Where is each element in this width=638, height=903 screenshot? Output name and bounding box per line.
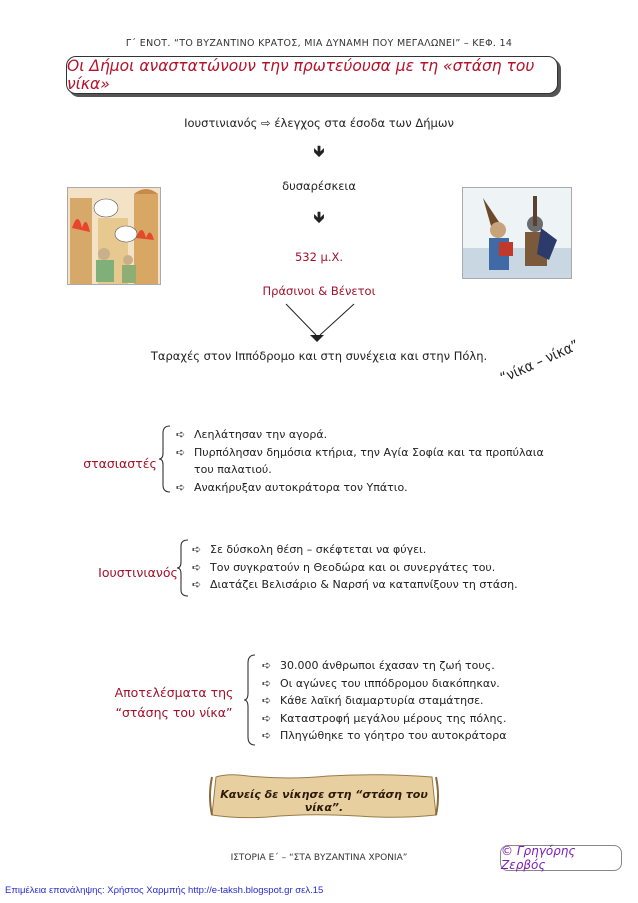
list-item: ➪ Λεηλάτησαν την αγορά.: [176, 426, 596, 444]
arrow-bullet-icon: ➪: [262, 729, 272, 742]
results-label: [100, 683, 248, 723]
arrow-bullet-icon: ➪: [262, 659, 272, 672]
brace-icon: [243, 654, 257, 746]
scroll-text: Κανείς δε νίκησε στη “στάση του νίκα”.: [220, 788, 428, 814]
list-item: ➪ Ανακήρυξαν αυτοκράτορα τον Υπάτιο.: [176, 479, 596, 497]
page-header: Γ΄ ΕΝΟΤ. “ΤΟ ΒΥΖΑΝΤΙΝΟ ΚΡΑΤΟΣ, ΜΙΑ ΔΥΝΑΜΗ ΠΟΥ ΜΕΓΑΛΩΝΕΙ” – ΚΕΦ. 14: [125, 38, 513, 49]
list-item: ➪ Πυρπόλησαν δημόσια κτήρια, την Αγία Σοφία και τα προπύλαια: [176, 444, 596, 462]
arrow-bullet-icon: ➪: [192, 578, 202, 591]
copyright-badge: [500, 845, 622, 871]
list-item-continuation: του παλατιού.: [194, 463, 272, 476]
flow-factions: Πράσινοι & Βένετοι: [262, 284, 376, 298]
results-label-line-1: Αποτελέσματα της: [114, 685, 234, 700]
battle-illustration: [462, 187, 572, 279]
editor-credit: Επιμέλεια επανάληψης: Χρήστος Χαρμπής http://e-taksh.blogspot.gr σελ.15: [5, 885, 324, 896]
results-list: [262, 657, 622, 745]
down-arrow-icon: 🡻: [313, 208, 325, 226]
list-item: ➪ Οι αγώνες του ιππόδρομου διακόπηκαν.: [262, 675, 622, 693]
rebels-list: [176, 426, 596, 496]
down-arrow-icon: 🡻: [313, 142, 325, 160]
list-item: ➪ Τον συγκρατούν η Θεοδώρα και οι συνεργάτες του.: [192, 559, 612, 577]
flow-date: 532 μ.Χ.: [294, 250, 344, 264]
converging-arrows-icon: [280, 302, 360, 342]
arrow-bullet-icon: ➪: [176, 428, 186, 441]
arrow-bullet-icon: ➪: [262, 711, 272, 725]
justinian-label: Ιουστινιανός: [98, 565, 178, 580]
flow-line-1: Ιουστινιανός ⇨ έλεγχος στα έσοδα των Δήμων: [184, 116, 454, 130]
list-item: ➪ 30.000 άνθρωποι έχασαν τη ζωή τους.: [262, 657, 622, 675]
riot-illustration: [67, 187, 161, 285]
list-item: ➪ Σε δύσκολη θέση – σκέφτεται να φύγει.: [192, 541, 612, 559]
rebels-label: στασιαστές: [83, 456, 157, 471]
arrow-bullet-icon: ➪: [262, 694, 272, 707]
list-item: ➪ Καταστροφή μεγάλου μέρους της πόλης.: [262, 710, 622, 728]
arrow-bullet-icon: ➪: [192, 543, 202, 556]
title-box: [66, 56, 558, 94]
arrow-bullet-icon: ➪: [176, 480, 186, 494]
brace-icon: [176, 539, 190, 597]
arrow-bullet-icon: ➪: [262, 676, 272, 690]
flow-line-2: δυσαρέσκεια: [282, 179, 356, 193]
parchment-scroll: [208, 773, 440, 819]
flow-result: Ταραχές στον Ιππόδρομο και στη συνέχεια και στην Πόλη.: [150, 349, 488, 363]
justinian-list: [192, 541, 612, 594]
results-label-line-2: “στάσης του νίκα”: [115, 705, 233, 720]
list-item: ➪ Κάθε λαϊκή διαμαρτυρία σταμάτησε.: [262, 692, 622, 710]
page-title: Οι Δήμοι αναστατώνουν την πρωτεύουσα με τη «στάση του νίκα»: [67, 57, 535, 93]
list-item: ➪ Πληγώθηκε το γόητρο του αυτοκράτορα: [262, 727, 622, 745]
nika-shout: “νίκα – νίκα”: [498, 337, 582, 387]
copyright-text: © Γρηγόρης Ζερβός: [501, 844, 576, 872]
arrow-bullet-icon: ➪: [192, 560, 202, 574]
list-item: ➪ Διατάζει Βελισάριο & Ναρσή να καταπνίξουν τη στάση.: [192, 576, 612, 594]
brace-icon: [158, 425, 172, 493]
arrow-bullet-icon: ➪: [176, 445, 186, 459]
footer-subject: ΙΣΤΟΡΙΑ Ε΄ – “ΣΤΑ ΒΥΖΑΝΤΙΝΑ ΧΡΟΝΙΑ”: [230, 853, 408, 863]
